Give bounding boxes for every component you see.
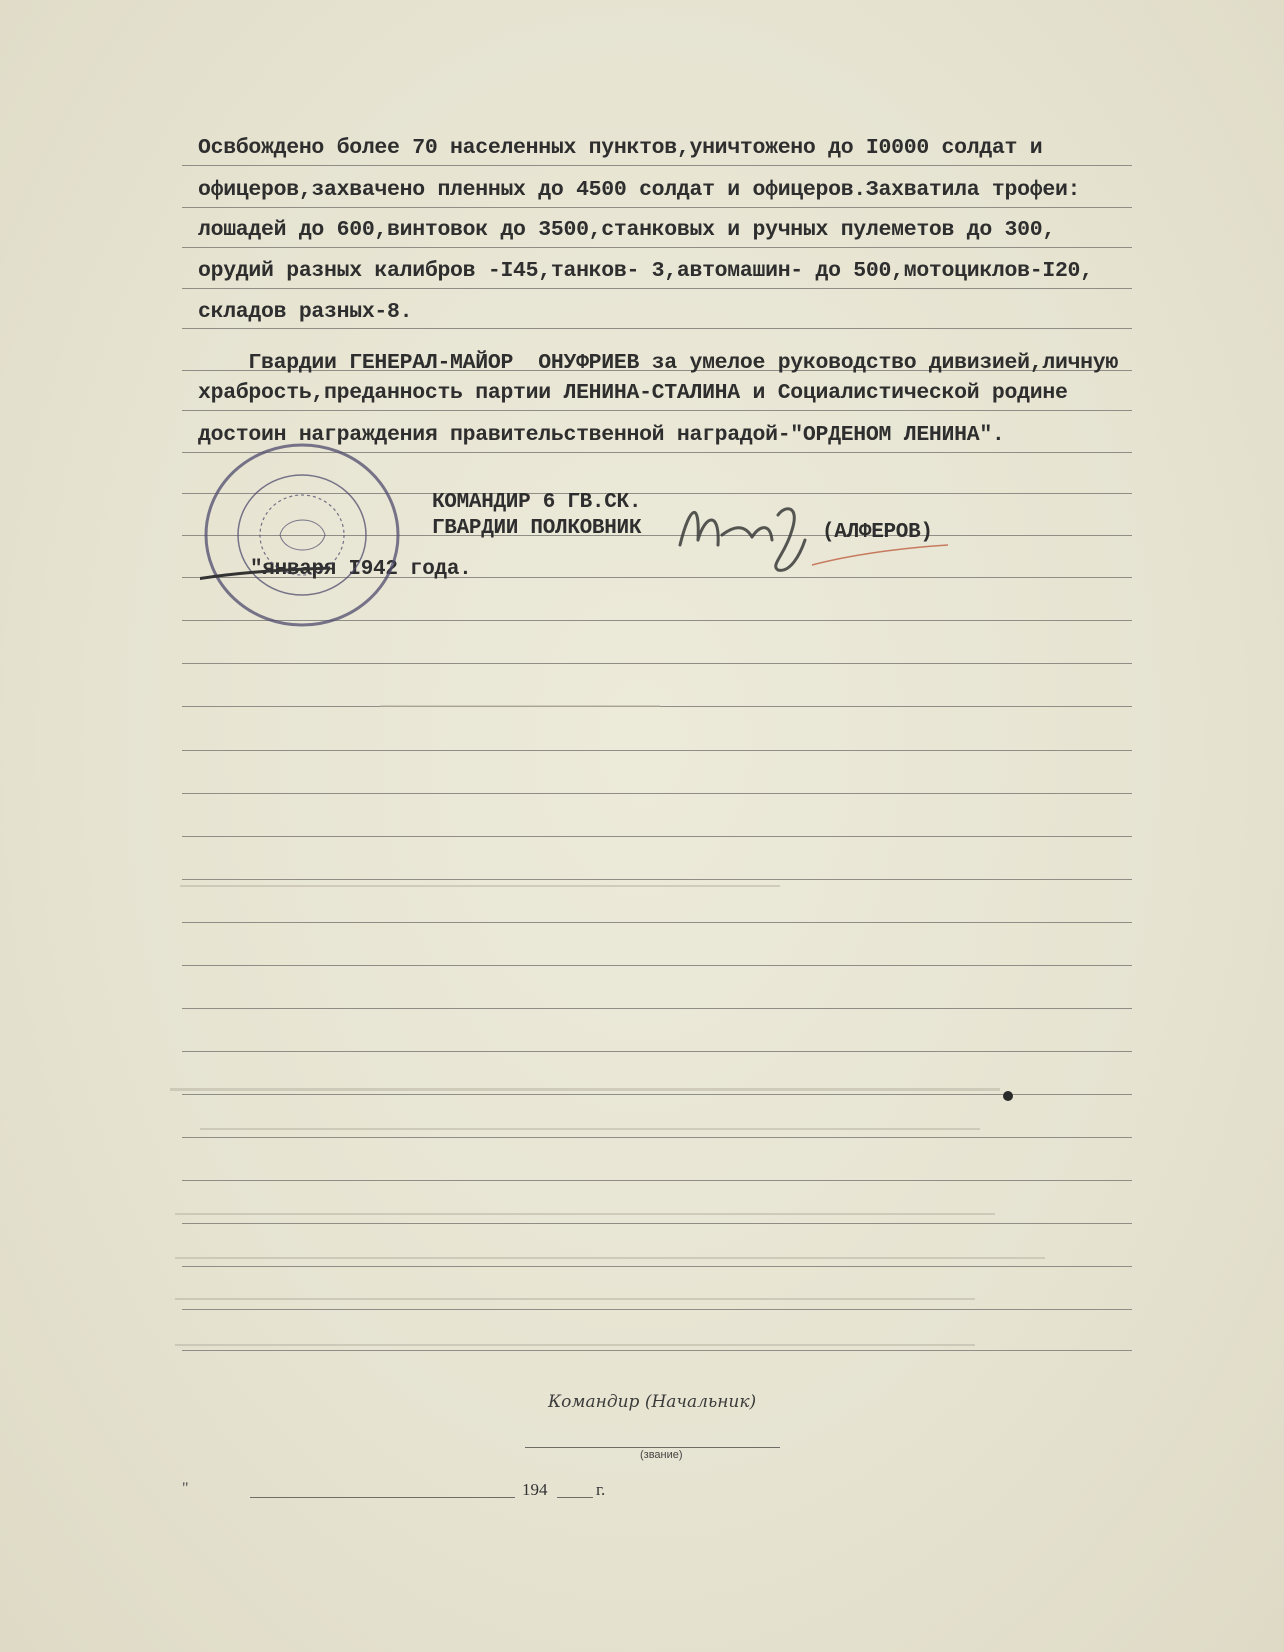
year-underline: [557, 1497, 593, 1498]
footer-year-prefix: 194: [522, 1480, 548, 1499]
body-line-4: орудий разных калибров -I45,танков- 3,автомашин- до 500,мотоциклов-I20,: [198, 259, 1093, 283]
ruled-line: [182, 1137, 1132, 1138]
date-underline: [250, 1497, 515, 1498]
ruled-line: [182, 410, 1132, 411]
ruled-line: [182, 1094, 1132, 1095]
ruled-line: [182, 1309, 1132, 1310]
red-pencil-mark: [810, 540, 950, 570]
signatory-rank: ГВАРДИИ ПОЛКОВНИК: [432, 517, 642, 540]
ruled-line: [182, 1223, 1132, 1224]
footer-commander-title: Командир (Начальник): [548, 1392, 757, 1412]
ruled-line: [182, 965, 1132, 966]
body-line-2: офицеров,захвачено пленных до 4500 солдат и офицеров.Захватила трофеи:: [198, 178, 1081, 202]
ruled-line: [182, 1180, 1132, 1181]
body-line-5: складов разных-8.: [198, 300, 413, 324]
body-line-6: Гвардии ГЕНЕРАЛ-МАЙОР ОНУФРИЕВ за умелое руководство дивизией,личную: [198, 351, 1118, 375]
ruled-line: [182, 1051, 1132, 1052]
ruled-line: [182, 288, 1132, 289]
ruled-line: [182, 207, 1132, 208]
body-line-3: лошадей до 600,винтовок до 3500,станковых и ручных пулеметов до 300,: [198, 218, 1055, 242]
ruled-line: [182, 165, 1132, 166]
signatory-name: (АЛФЕРОВ): [822, 521, 933, 544]
ruled-line: [182, 879, 1132, 880]
ruled-line: [182, 750, 1132, 751]
footer-year-suffix: г.: [596, 1480, 606, 1499]
ruled-line: [182, 328, 1132, 329]
ruled-line: [182, 1350, 1132, 1351]
ruled-line: [182, 1008, 1132, 1009]
ruled-line: [182, 836, 1132, 837]
body-line-1: Освбождено более 70 населенных пунктов,уничтожено до I0000 солдат и: [198, 136, 1043, 160]
official-seal-stamp-icon: [200, 440, 405, 630]
footer-rank-caption: (звание): [640, 1449, 683, 1461]
ruled-line: [182, 706, 1132, 707]
rank-underline: [525, 1447, 780, 1448]
ruled-line: [182, 922, 1132, 923]
signature-date: "января I942 года.: [250, 558, 472, 581]
ruled-line: [182, 247, 1132, 248]
ruled-line: [182, 793, 1132, 794]
signatory-position: КОМАНДИР 6 ГВ.СК.: [432, 491, 642, 514]
footer-date-quote: ": [182, 1480, 189, 1497]
body-line-7: храбрость,преданность партии ЛЕНИНА-СТАЛИНА и Социалистической родине: [198, 381, 1068, 405]
body-line-8: достоин награждения правительственной наградой-"ОРДЕНОМ ЛЕНИНА".: [198, 423, 1005, 447]
ruled-line: [182, 663, 1132, 664]
ruled-line: [182, 1266, 1132, 1267]
